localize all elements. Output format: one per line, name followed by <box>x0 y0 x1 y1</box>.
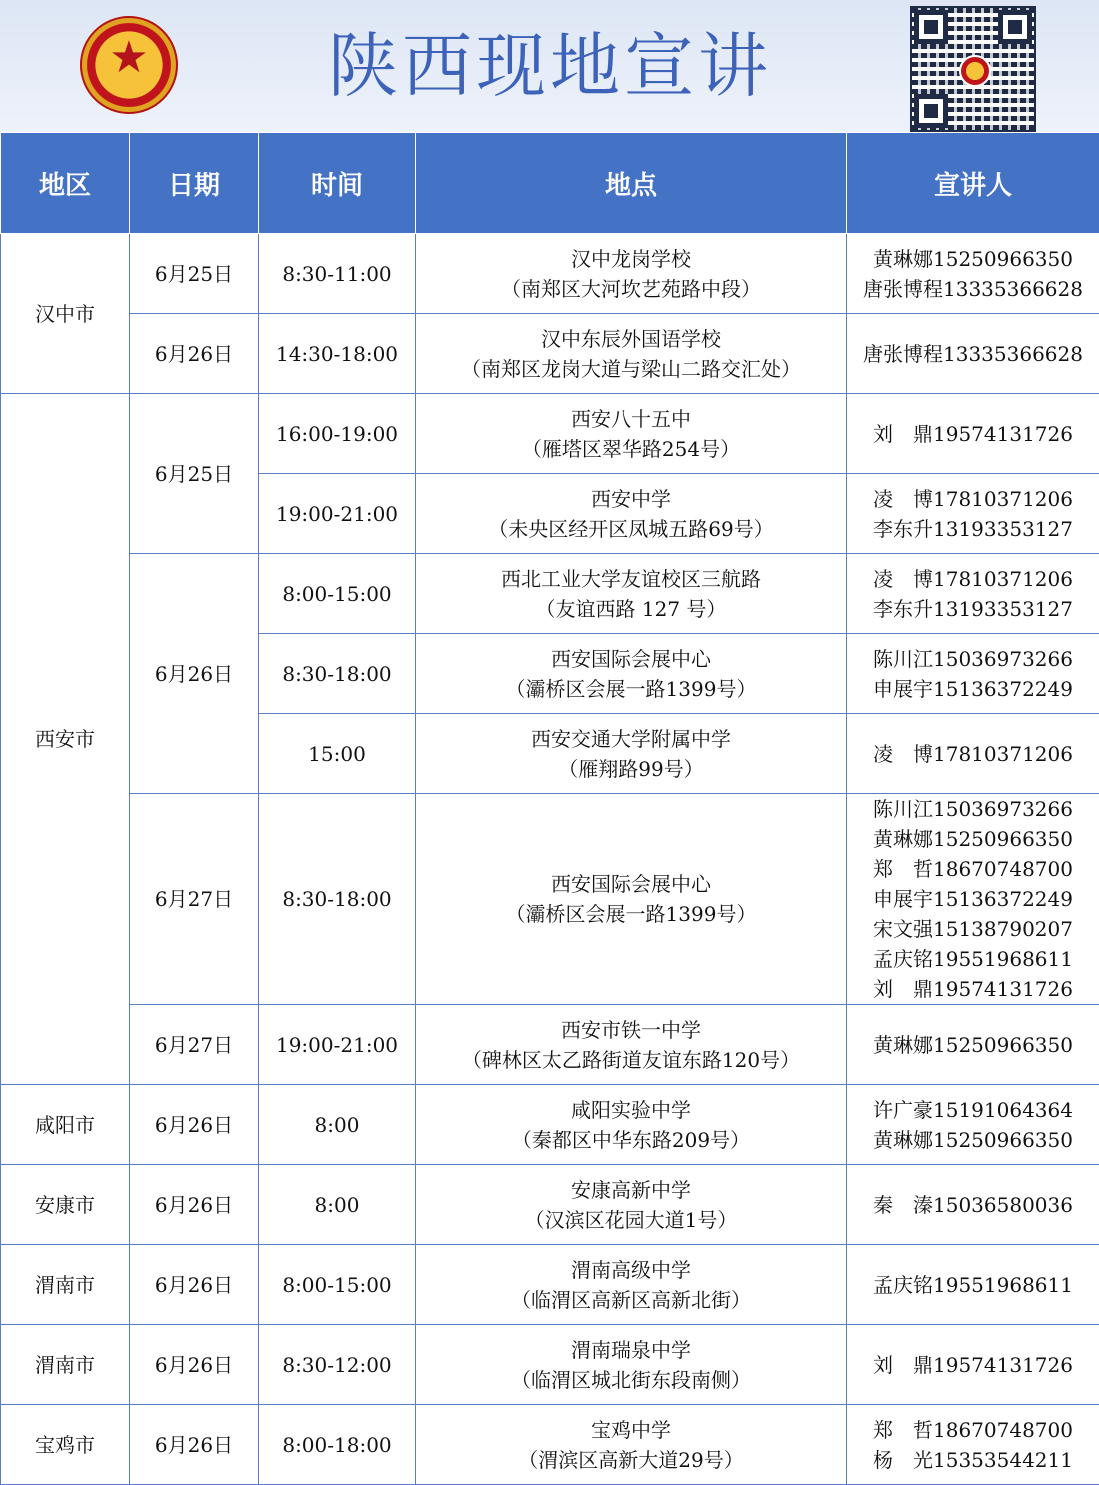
speaker: 刘 鼎19574131726 <box>849 974 1097 1004</box>
venue-cell <box>416 1165 847 1245</box>
venue-name: 西安国际会展中心 <box>418 869 844 899</box>
speaker: 孟庆铭19551968611 <box>849 1270 1097 1300</box>
time-cell: 8:00 <box>259 1085 416 1165</box>
region-cell: 宝鸡市 <box>1 1405 130 1485</box>
venue-name: 渭南瑞泉中学 <box>418 1335 844 1365</box>
venue-cell <box>416 1325 847 1405</box>
table-row <box>1 394 1099 474</box>
speaker: 刘 鼎19574131726 <box>849 1350 1097 1380</box>
time-cell: 8:00-15:00 <box>259 1245 416 1325</box>
speaker: 凌 博17810371206 <box>849 484 1097 514</box>
speaker: 刘 鼎19574131726 <box>849 419 1097 449</box>
header-venue: 地点 <box>416 133 847 234</box>
header-speakers: 宣讲人 <box>847 133 1099 234</box>
speaker: 杨 光15353544211 <box>849 1445 1097 1475</box>
region-cell: 咸阳市 <box>1 1085 130 1165</box>
page-title: 陕西现地宣讲 <box>300 18 800 114</box>
venue-address: （南郑区龙岗大道与梁山二路交汇处） <box>418 354 844 384</box>
venue-address: （友谊西路 127 号） <box>418 594 844 624</box>
speakers-cell <box>847 314 1099 394</box>
date-cell: 6月27日 <box>130 1005 259 1085</box>
venue-address: （未央区经开区凤城五路69号） <box>418 514 844 544</box>
speakers-cell <box>847 1165 1099 1245</box>
time-cell: 14:30-18:00 <box>259 314 416 394</box>
date-cell: 6月26日 <box>130 1405 259 1485</box>
venue-name: 西安中学 <box>418 484 844 514</box>
speaker: 申展宇15136372249 <box>849 674 1097 704</box>
table-row <box>1 1005 1099 1085</box>
table-row <box>1 1085 1099 1165</box>
time-cell: 8:30-11:00 <box>259 234 416 314</box>
venue-cell <box>416 1245 847 1325</box>
time-cell: 8:30-12:00 <box>259 1325 416 1405</box>
time-cell: 8:00-15:00 <box>259 554 416 634</box>
venue-cell <box>416 394 847 474</box>
speaker: 许广豪15191064364 <box>849 1095 1097 1125</box>
venue-address: （灞桥区会展一路1399号） <box>418 899 844 929</box>
schedule-table <box>0 132 1099 1485</box>
speaker: 唐张博程13335366628 <box>849 339 1097 369</box>
venue-name: 西安市铁一中学 <box>418 1015 844 1045</box>
venue-address: （灞桥区会展一路1399号） <box>418 674 844 704</box>
speakers-cell <box>847 1245 1099 1325</box>
speaker: 宋文强15138790207 <box>849 914 1097 944</box>
venue-cell <box>416 474 847 554</box>
speakers-cell <box>847 1325 1099 1405</box>
venue-address: （雁翔路99号） <box>418 754 844 784</box>
venue-name: 安康高新中学 <box>418 1175 844 1205</box>
table-row <box>1 1165 1099 1245</box>
venue-name: 宝鸡中学 <box>418 1415 844 1445</box>
date-cell: 6月26日 <box>130 1165 259 1245</box>
venue-name: 汉中东辰外国语学校 <box>418 324 844 354</box>
qr-code-icon <box>910 6 1036 132</box>
date-cell: 6月25日 <box>130 394 259 554</box>
university-seal-icon: ★ <box>80 16 178 114</box>
time-cell: 8:00 <box>259 1165 416 1245</box>
venue-cell <box>416 1405 847 1485</box>
speaker: 李东升13193353127 <box>849 594 1097 624</box>
time-cell: 8:30-18:00 <box>259 794 416 1005</box>
venue-cell <box>416 1085 847 1165</box>
speaker: 黄琳娜15250966350 <box>849 1030 1097 1060</box>
time-cell: 8:00-18:00 <box>259 1405 416 1485</box>
table-row <box>1 554 1099 634</box>
region-cell: 渭南市 <box>1 1325 130 1405</box>
speaker: 凌 博17810371206 <box>849 739 1097 769</box>
page-header <box>0 0 1099 132</box>
venue-cell <box>416 714 847 794</box>
venue-name: 汉中龙岗学校 <box>418 244 844 274</box>
time-cell: 19:00-21:00 <box>259 474 416 554</box>
date-cell: 6月26日 <box>130 1325 259 1405</box>
speaker: 黄琳娜15250966350 <box>849 1125 1097 1155</box>
venue-name: 西北工业大学友谊校区三航路 <box>418 564 844 594</box>
header-date: 日期 <box>130 133 259 234</box>
date-cell: 6月26日 <box>130 1245 259 1325</box>
time-cell: 15:00 <box>259 714 416 794</box>
venue-cell <box>416 794 847 1005</box>
venue-address: （临渭区城北街东段南侧） <box>418 1365 844 1395</box>
venue-name: 渭南高级中学 <box>418 1255 844 1285</box>
date-cell: 6月25日 <box>130 234 259 314</box>
speakers-cell <box>847 714 1099 794</box>
venue-address: （雁塔区翠华路254号） <box>418 434 844 464</box>
header-time: 时间 <box>259 133 416 234</box>
venue-name: 西安交通大学附属中学 <box>418 724 844 754</box>
table-row <box>1 794 1099 1005</box>
speakers-cell <box>847 474 1099 554</box>
speaker: 郑 哲18670748700 <box>849 854 1097 884</box>
time-cell: 19:00-21:00 <box>259 1005 416 1085</box>
speakers-cell <box>847 1405 1099 1485</box>
venue-cell <box>416 314 847 394</box>
region-cell: 渭南市 <box>1 1245 130 1325</box>
speaker: 李东升13193353127 <box>849 514 1097 544</box>
venue-cell <box>416 234 847 314</box>
speaker: 黄琳娜15250966350 <box>849 244 1097 274</box>
speakers-cell <box>847 634 1099 714</box>
venue-cell <box>416 634 847 714</box>
venue-address: （碑林区太乙路街道友谊东路120号） <box>418 1045 844 1075</box>
region-cell: 安康市 <box>1 1165 130 1245</box>
date-cell: 6月26日 <box>130 554 259 794</box>
venue-address: （南郑区大河坎艺苑路中段） <box>418 274 844 304</box>
table-header-row <box>1 133 1099 234</box>
table-row <box>1 1325 1099 1405</box>
speaker: 申展宇15136372249 <box>849 884 1097 914</box>
table-row <box>1 1245 1099 1325</box>
venue-address: （汉滨区花园大道1号） <box>418 1205 844 1235</box>
time-cell: 8:30-18:00 <box>259 634 416 714</box>
venue-cell <box>416 1005 847 1085</box>
speakers-cell <box>847 1005 1099 1085</box>
speaker: 孟庆铭19551968611 <box>849 944 1097 974</box>
table-row <box>1 1405 1099 1485</box>
speakers-cell <box>847 1085 1099 1165</box>
speaker: 黄琳娜15250966350 <box>849 824 1097 854</box>
speakers-cell <box>847 794 1099 1005</box>
venue-name: 西安国际会展中心 <box>418 644 844 674</box>
speaker: 陈川江15036973266 <box>849 644 1097 674</box>
date-cell: 6月26日 <box>130 1085 259 1165</box>
venue-name: 西安八十五中 <box>418 404 844 434</box>
speaker: 唐张博程13335366628 <box>849 274 1097 304</box>
speakers-cell <box>847 394 1099 474</box>
time-cell: 16:00-19:00 <box>259 394 416 474</box>
speaker: 陈川江15036973266 <box>849 794 1097 824</box>
region-cell: 西安市 <box>1 394 130 1085</box>
venue-address: （渭滨区高新大道29号） <box>418 1445 844 1475</box>
speakers-cell <box>847 234 1099 314</box>
speakers-cell <box>847 554 1099 634</box>
speaker: 郑 哲18670748700 <box>849 1415 1097 1445</box>
speaker: 凌 博17810371206 <box>849 564 1097 594</box>
date-cell: 6月26日 <box>130 314 259 394</box>
venue-cell <box>416 554 847 634</box>
speaker: 秦 溱15036580036 <box>849 1190 1097 1220</box>
date-cell: 6月27日 <box>130 794 259 1005</box>
table-row <box>1 314 1099 394</box>
venue-address: （临渭区高新区高新北街） <box>418 1285 844 1315</box>
venue-address: （秦都区中华东路209号） <box>418 1125 844 1155</box>
region-cell: 汉中市 <box>1 234 130 394</box>
header-region: 地区 <box>1 133 130 234</box>
table-row <box>1 234 1099 314</box>
venue-name: 咸阳实验中学 <box>418 1095 844 1125</box>
